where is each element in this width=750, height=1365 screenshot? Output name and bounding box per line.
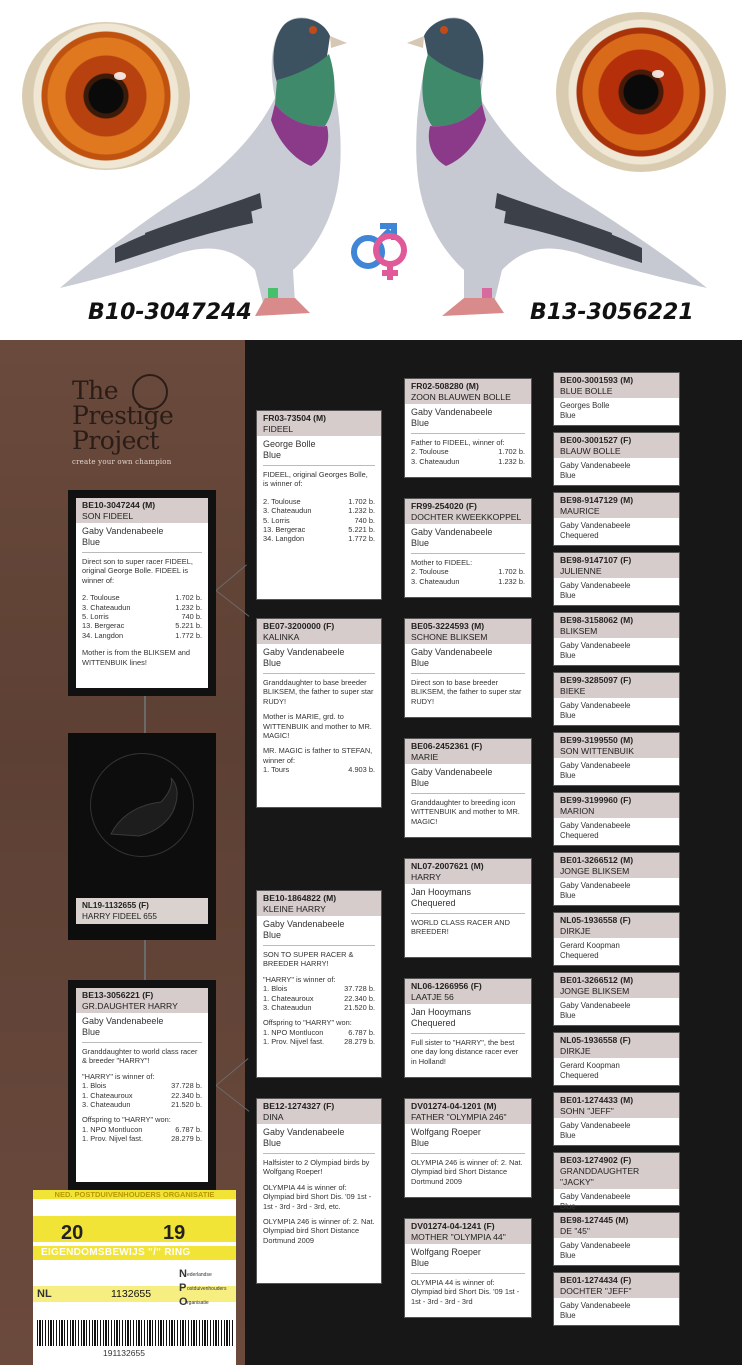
right-edge	[742, 340, 750, 1365]
ring-card-title: EIGENDOMSBEWIJS "/" RING	[41, 1247, 191, 1258]
dam-card-results: 1. Blois 37.728 b. 1. Chateauroux 22.340 b. 3. Chateaudun 21.520 b.	[82, 1081, 202, 1110]
gggp-card-11: BE01-3266512 (M) JONGE BLIKSEM Gaby Vandenabeele Blue	[553, 972, 680, 1026]
dam-pigeon-photo	[402, 8, 712, 323]
barcode-number: 191132655	[103, 1348, 145, 1358]
gggp-card-5: BE98-3158062 (M) BLIKSEM Gaby Vandenabeele Blue	[553, 612, 680, 666]
ownership-ring-card: NED. POSTDUIVENHOUDERS ORGANISATIE 20 19 EIGENDOMSBEWIJS "/" RING NL 1132655 N ederlandse P ostduivenhouders O rganisatie 191132655	[33, 1190, 236, 1365]
ring-card-org: NED. POSTDUIVENHOUDERS ORGANISATIE	[33, 1190, 236, 1199]
ggp-card-7: DV01274-04-1201 (M) FATHER "OLYMPIA 246" Wolfgang Roeper Blue OLYMPIA 246 is winner of: 2. Nat. Olympiad bird Short Distance Dortmund 2009	[404, 1098, 532, 1198]
sire-ring-number: B10-3047244	[88, 300, 252, 325]
subject-label	[76, 898, 208, 924]
sire-card-results: 2. Toulouse 1.702 b. 3. Chateaudun 1.232 b. 5. Lorris 740 b. 13. Bergerac 5.221 b. 34. Langdon 1.772 b.	[82, 593, 202, 640]
logo-line-2: Prestige	[72, 401, 174, 430]
dam-card-name: GR.DAUGHTER HARRY	[82, 1001, 178, 1011]
connector	[144, 940, 146, 980]
dam-card-results2: 1. NPO Montlucon 6.787 b. 1. Prov. Nijvel fast. 28.279 b.	[82, 1124, 202, 1144]
sire-pigeon-photo	[55, 8, 355, 323]
dam-ring-number: B13-3056221	[530, 300, 694, 325]
header-photos	[0, 0, 750, 340]
gggp-card-9: BE01-3266512 (M) JONGE BLIKSEM Gaby Vandenabeele Blue	[553, 852, 680, 906]
sire-card-text: Direct son to super racer FIDEEL, original George Bolle. FIDEEL is winner of:	[82, 557, 193, 585]
ggp-card-4: BE06-2452361 (F) MARIE Gaby Vandenabeele Blue Granddaughter to breeding icon WITTENBUIK and mother to MR. MAGIC!	[404, 738, 532, 838]
dam-card	[68, 980, 216, 1190]
ggp-card-6: NL06-1266956 (F) LAATJE 56 Jan Hooymans Chequered Full sister to "HARRY", the best one day long distance racer ever in Holland!	[404, 978, 532, 1078]
prestige-project-logo	[72, 378, 232, 478]
subject-name: HARRY FIDEEL 655	[82, 912, 157, 921]
gggp-card-10: NL05-1936558 (F) DIRKJE Gerard Koopman Chequered	[553, 912, 680, 966]
sire-card	[68, 490, 216, 696]
sire-card-name: SON FIDEEL	[82, 511, 134, 521]
logo-line-3: Project	[72, 426, 159, 455]
ggp-card-3: BE05-3224593 (M) SCHONE BLIKSEM Gaby Vandenabeele Blue Direct son to base breeder BLIKSEM, the father to super star RUDY!	[404, 618, 532, 718]
ggp-card-5: NL07-2007621 (M) HARRY Jan Hooymans Chequered WORLD CLASS RACER AND BREEDER!	[404, 858, 532, 958]
gggp-card-16: BE01-1274434 (F) DOCHTER "JEFF" Gaby Vandenabeele Blue	[553, 1272, 680, 1326]
gggp-card-2: BE00-3001527 (F) BLAUW BOLLE Gaby Vandenabeele Blue	[553, 432, 680, 486]
gggp-card-6: BE99-3285097 (F) BIEKE Gaby Vandenabeele Blue	[553, 672, 680, 726]
dam-card-text2: "HARRY" is winner of:	[82, 1071, 155, 1081]
sire-card-note: Mother is from the BLIKSEM and WITTENBUIK lines!	[82, 648, 191, 667]
gggp-card-14: BE03-1274902 (F) GRANDDAUGHTER "JACKY" Gaby Vandenabeele Blue	[553, 1152, 680, 1206]
gggp-card-15: BE98-127445 (M) DE "45" Gaby Vandenabeele Blue	[553, 1212, 680, 1266]
ring-card-year-right: 19	[163, 1222, 186, 1244]
grandparent-card-1: FR03-73504 (M) FIDEEL George Bolle Blue FIDEEL, original Georges Bolle, is winner of: 2. Toulouse 1.702 b. 3. Chateaudun 1.232 b. 5. Lorris 740 b. 13. Bergerac 5.221 b. 34. Langdon 1.772 b.	[256, 410, 382, 600]
gggp-card-13: BE01-1274433 (M) SOHN "JEFF" Gaby Vandenabeele Blue	[553, 1092, 680, 1146]
barcode	[37, 1320, 233, 1346]
ring-card-country: NL	[37, 1288, 52, 1300]
gggp-card-4: BE98-9147107 (F) JULIENNE Gaby Vandenabeele Blue	[553, 552, 680, 606]
dam-card-text3: Offspring to "HARRY" won:	[82, 1115, 171, 1125]
gggp-card-3: BE98-9147129 (M) MAURICE Gaby Vandenabeele Chequered	[553, 492, 680, 546]
gggp-card-1: BE00-3001593 (M) BLUE BOLLE Georges Bolle Blue	[553, 372, 680, 426]
logo-seal-icon	[132, 374, 168, 410]
ring-card-number: 1132655	[111, 1288, 152, 1300]
pedigree-chart	[0, 340, 750, 1365]
grandparent-card-3: BE10-1864822 (M) KLEINE HARRY Gaby Vandenabeele Blue SON TO SUPER RACER & BREEDER HARRY! "HARRY" is winner of: 1. Blois 37.728 b. 1. Chateauroux 22.340 b. 3. Chateaudun 21.520 b. Offspring to "HARRY" won: 1. NPO Montlucon 6.787 b. 1. Prov. Nijvel fast. 28.279 b.	[256, 890, 382, 1078]
ring-card-year-left: 20	[61, 1222, 84, 1244]
pigeon-emblem-icon	[90, 753, 194, 857]
dam-card-text: Granddaughter to world class racer & breeder "HARRY"!	[82, 1047, 198, 1066]
ggp-card-2: FR99-254020 (F) DOCHTER KWEEKKOPPEL Gaby Vandenabeele Blue Mother to FIDEEL: 2. Toulouse 1.702 b. 3. Chateaudun 1.232 b.	[404, 498, 532, 598]
grandparent-card-4: BE12-1274327 (F) DINA Gaby Vandenabeele Blue Halfsister to 2 Olympiad birds by Wolfgang Roeper! OLYMPIA 44 is winner of: Olympiad bird Short Dis. '09 1st - 1st - 3rd - 3rd - 3rd, etc. OLYMPIA 246 is winner of: 2. Nat. Olympiad bird Short Distance Dortmund 2009	[256, 1098, 382, 1284]
dam-card-color: Blue	[82, 1027, 101, 1037]
logo-line-1: The	[72, 376, 119, 405]
ggp-card-8: DV01274-04-1241 (F) MOTHER "OLYMPIA 44" Wolfgang Roeper Blue OLYMPIA 44 is winner of: Olympiad bird Short Dis. '09 1st - 1st - 3rd - 3rd - 3rd	[404, 1218, 532, 1318]
logo-tagline: create your own champion	[72, 458, 172, 466]
dam-card-ring: BE13-3056221 (F)	[82, 990, 154, 1000]
subject-ring: NL19-1132655 (F)	[82, 901, 149, 910]
grandparent-card-2: BE07-3200000 (F) KALINKA Gaby Vandenabeele Blue Granddaughter to base breeder BLIKSEM, the father to super star RUDY! Mother is MARIE, grd. to WITTENBUIK and mother to MR. MAGIC! MR. MAGIC is father to STEFAN, winner of: 1. Tours 4.903 b.	[256, 618, 382, 808]
sire-card-ring: BE10-3047244 (M)	[82, 500, 156, 510]
gggp-card-7: BE99-3199550 (M) SON WITTENBUIK Gaby Vandenabeele Blue	[553, 732, 680, 786]
ggp-card-1: FR02-508280 (M) ZOON BLAUWEN BOLLE Gaby Vandenabeele Blue Father to FIDEEL, winner of: 2. Toulouse 1.702 b. 3. Chateaudun 1.232 b.	[404, 378, 532, 478]
sire-card-breeder: Gaby Vandenabeele	[82, 526, 164, 536]
gggp-card-8: BE99-3199960 (F) MARION Gaby Vandenabeele Chequered	[553, 792, 680, 846]
sire-card-color: Blue	[82, 537, 101, 547]
gggp-card-12: NL05-1936558 (F) DIRKJE Gerard Koopman Chequered	[553, 1032, 680, 1086]
male-female-symbol-icon	[338, 220, 418, 284]
connector	[144, 695, 146, 735]
dam-card-breeder: Gaby Vandenabeele	[82, 1016, 164, 1026]
